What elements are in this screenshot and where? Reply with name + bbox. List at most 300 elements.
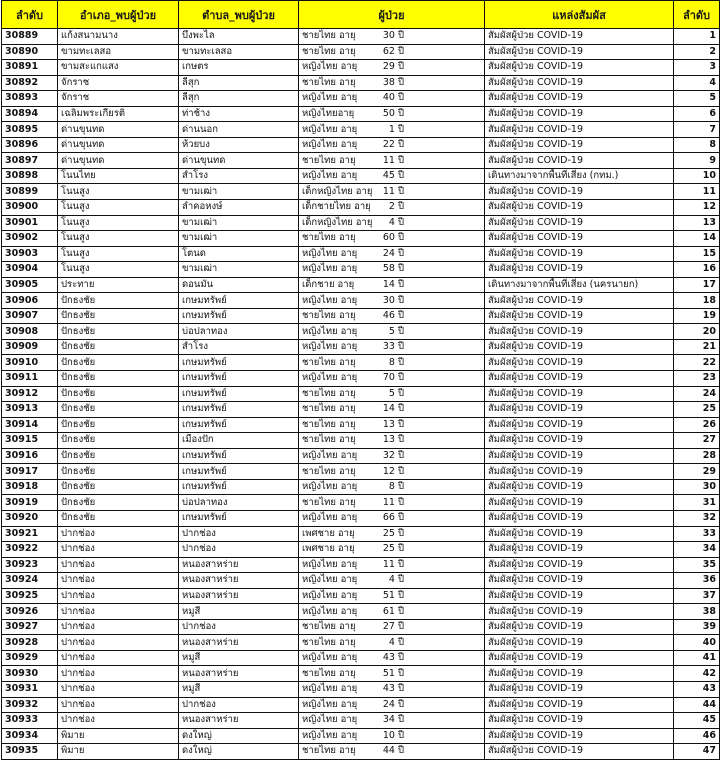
table-row <box>2 91 720 107</box>
patient-desc: หญิงไทย อายุ <box>302 714 358 726</box>
cell-district: ด่านขุนทด <box>58 153 179 169</box>
patient-desc: ชายไทย อายุ <box>302 310 356 322</box>
cell-source: สัมผัสผู้ป่วย COVID-19 <box>485 744 674 760</box>
cell-source: สัมผัสผู้ป่วย COVID-19 <box>485 495 674 511</box>
patient-desc: หญิงไทย อายุ <box>302 139 358 151</box>
cell-patient <box>299 713 485 729</box>
table-row <box>2 324 720 340</box>
patient-desc: ชายไทย อายุ <box>302 76 356 88</box>
cell-patient <box>299 75 485 91</box>
cell-seq: 29 <box>674 464 720 480</box>
cell-subdistrict: เกษมทรัพย์ <box>179 464 299 480</box>
patient-age: 44 ปี <box>382 745 404 757</box>
patient-desc: หญิงไทย อายุ <box>302 123 358 135</box>
cell-district: ปากช่อง <box>58 635 179 651</box>
patient-age: 29 ปี <box>382 61 404 73</box>
cell-source: สัมผัสผู้ป่วย COVID-19 <box>485 324 674 340</box>
cell-source: สัมผัสผู้ป่วย COVID-19 <box>485 246 674 262</box>
cell-seq: 31 <box>674 495 720 511</box>
patient-age: 11 ปี <box>382 496 404 508</box>
cell-id: 30918 <box>2 479 58 495</box>
cell-source: สัมผัสผู้ป่วย COVID-19 <box>485 308 674 324</box>
cell-id: 30894 <box>2 106 58 122</box>
cell-district: ด่านขุนทด <box>58 137 179 153</box>
cell-seq: 15 <box>674 246 720 262</box>
cell-source: สัมผัสผู้ป่วย COVID-19 <box>485 557 674 573</box>
patient-desc: เพศชาย อายุ <box>302 543 355 555</box>
cell-subdistrict: หนองสาหร่าย <box>179 713 299 729</box>
table-row <box>2 417 720 433</box>
cell-district: ปักธงชัย <box>58 448 179 464</box>
cell-seq: 32 <box>674 510 720 526</box>
cell-subdistrict: ดงใหญ่ <box>179 728 299 744</box>
cell-district: ประทาย <box>58 277 179 293</box>
cell-district: จักราช <box>58 75 179 91</box>
table-row <box>2 75 720 91</box>
cell-subdistrict: ด่านนอก <box>179 122 299 138</box>
cell-patient <box>299 262 485 278</box>
table-row <box>2 433 720 449</box>
patient-age: 38 ปี <box>382 76 404 88</box>
cell-source: สัมผัสผู้ป่วย COVID-19 <box>485 728 674 744</box>
cell-patient <box>299 557 485 573</box>
cell-id: 30917 <box>2 464 58 480</box>
cell-patient <box>299 728 485 744</box>
cell-patient <box>299 526 485 542</box>
cell-source: สัมผัสผู้ป่วย COVID-19 <box>485 713 674 729</box>
table-row <box>2 542 720 558</box>
cell-seq: 5 <box>674 91 720 107</box>
cell-seq: 44 <box>674 697 720 713</box>
table-row <box>2 713 720 729</box>
cell-patient <box>299 91 485 107</box>
cell-district: ปักธงชัย <box>58 308 179 324</box>
cell-subdistrict: เกษมทรัพย์ <box>179 402 299 418</box>
cell-subdistrict: สำโรง <box>179 339 299 355</box>
cell-patient <box>299 666 485 682</box>
table-row <box>2 588 720 604</box>
cell-patient <box>299 339 485 355</box>
cell-source: สัมผัสผู้ป่วย COVID-19 <box>485 137 674 153</box>
cell-subdistrict: หนองสาหร่าย <box>179 588 299 604</box>
patient-desc: เด็กหญิงไทย อายุ <box>302 185 373 197</box>
patient-desc: ชายไทย อายุ <box>302 387 356 399</box>
cell-subdistrict: หมูสี <box>179 604 299 620</box>
patient-age: 30 ปี <box>382 294 404 306</box>
cell-subdistrict: ขามทะเลสอ <box>179 44 299 60</box>
cell-patient <box>299 448 485 464</box>
cell-id: 30931 <box>2 681 58 697</box>
cell-seq: 47 <box>674 744 720 760</box>
cell-source: เดินทางมาจากพื้นที่เสี่ยง (นครนายก) <box>485 277 674 293</box>
cell-district: ปักธงชัย <box>58 386 179 402</box>
cell-id: 30914 <box>2 417 58 433</box>
table-row <box>2 728 720 744</box>
patient-desc: หญิงไทย อายุ <box>302 61 358 73</box>
cell-subdistrict: เกษมทรัพย์ <box>179 448 299 464</box>
table-row <box>2 604 720 620</box>
cell-source: สัมผัสผู้ป่วย COVID-19 <box>485 542 674 558</box>
cell-seq: 10 <box>674 168 720 184</box>
cell-subdistrict: ดงใหญ่ <box>179 744 299 760</box>
cell-source: สัมผัสผู้ป่วย COVID-19 <box>485 184 674 200</box>
cell-seq: 13 <box>674 215 720 231</box>
patient-desc: หญิงไทย อายุ <box>302 92 358 104</box>
cell-district: ปักธงชัย <box>58 495 179 511</box>
cell-seq: 23 <box>674 371 720 387</box>
cell-id: 30908 <box>2 324 58 340</box>
patient-age: 10 ปี <box>382 729 404 741</box>
cell-source: สัมผัสผู้ป่วย COVID-19 <box>485 510 674 526</box>
cell-district: เฉลิมพระเกียรติ <box>58 106 179 122</box>
patient-age: 13 ปี <box>382 418 404 430</box>
cell-id: 30930 <box>2 666 58 682</box>
patient-age: 14 ปี <box>382 279 404 291</box>
header-patient: ผู้ป่วย <box>299 1 485 29</box>
table-row <box>2 697 720 713</box>
cell-seq: 27 <box>674 433 720 449</box>
cell-id: 30895 <box>2 122 58 138</box>
cell-seq: 42 <box>674 666 720 682</box>
cell-seq: 7 <box>674 122 720 138</box>
cell-patient <box>299 697 485 713</box>
header-subdistrict: ตำบล_พบผู้ป่วย <box>179 1 299 29</box>
cell-id: 30902 <box>2 231 58 247</box>
patient-age: 22 ปี <box>382 139 404 151</box>
patient-age: 25 ปี <box>382 543 404 555</box>
cell-subdistrict: ลีสุก <box>179 75 299 91</box>
table-row <box>2 681 720 697</box>
patient-desc: หญิงไทย อายุ <box>302 574 358 586</box>
cell-id: 30924 <box>2 573 58 589</box>
patient-desc: ชายไทย อายุ <box>302 465 356 477</box>
table-row <box>2 293 720 309</box>
patient-desc: หญิงไทย อายุ <box>302 170 358 182</box>
patient-age: 2 ปี <box>388 201 404 213</box>
cell-seq: 30 <box>674 479 720 495</box>
patient-desc: ชายไทย อายุ <box>302 45 356 57</box>
patient-desc: หญิงไทย อายุ <box>302 247 358 259</box>
cell-seq: 4 <box>674 75 720 91</box>
cell-seq: 36 <box>674 573 720 589</box>
cell-source: สัมผัสผู้ป่วย COVID-19 <box>485 371 674 387</box>
patient-age: 62 ปี <box>382 45 404 57</box>
cell-patient <box>299 744 485 760</box>
cell-district: โนนสูง <box>58 200 179 216</box>
patient-desc: หญิงไทย อายุ <box>302 372 358 384</box>
cell-patient <box>299 464 485 480</box>
patient-desc: หญิงไทย อายุ <box>302 589 358 601</box>
cell-seq: 14 <box>674 231 720 247</box>
cell-district: ปากช่อง <box>58 573 179 589</box>
case-table <box>1 0 720 760</box>
cell-subdistrict: หมูสี <box>179 650 299 666</box>
table-row <box>2 215 720 231</box>
cell-source: สัมผัสผู้ป่วย COVID-19 <box>485 355 674 371</box>
table-row <box>2 557 720 573</box>
cell-seq: 2 <box>674 44 720 60</box>
table-row <box>2 619 720 635</box>
cell-subdistrict: ขามเฒ่า <box>179 262 299 278</box>
patient-age: 46 ปี <box>382 310 404 322</box>
cell-patient <box>299 324 485 340</box>
cell-subdistrict: เกษมทรัพย์ <box>179 386 299 402</box>
cell-subdistrict: โตนด <box>179 246 299 262</box>
patient-desc: หญิงไทย อายุ <box>302 481 358 493</box>
patient-age: 24 ปี <box>382 698 404 710</box>
cell-seq: 24 <box>674 386 720 402</box>
cell-patient <box>299 44 485 60</box>
table-row <box>2 635 720 651</box>
cell-source: สัมผัสผู้ป่วย COVID-19 <box>485 588 674 604</box>
cell-seq: 46 <box>674 728 720 744</box>
patient-age: 12 ปี <box>382 465 404 477</box>
cell-district: ปากช่อง <box>58 526 179 542</box>
patient-desc: ชายไทย อายุ <box>302 30 356 42</box>
cell-district: ปักธงชัย <box>58 402 179 418</box>
cell-patient <box>299 650 485 666</box>
cell-subdistrict: ลีสุก <box>179 91 299 107</box>
cell-seq: 25 <box>674 402 720 418</box>
table-row <box>2 479 720 495</box>
cell-id: 30904 <box>2 262 58 278</box>
cell-subdistrict: สำโรง <box>179 168 299 184</box>
cell-district: โนนสูง <box>58 184 179 200</box>
cell-patient <box>299 215 485 231</box>
cell-source: สัมผัสผู้ป่วย COVID-19 <box>485 215 674 231</box>
cell-seq: 22 <box>674 355 720 371</box>
cell-district: ด่านขุนทด <box>58 122 179 138</box>
cell-patient <box>299 355 485 371</box>
cell-patient <box>299 371 485 387</box>
cell-patient <box>299 29 485 45</box>
cell-seq: 16 <box>674 262 720 278</box>
cell-district: ปักธงชัย <box>58 339 179 355</box>
cell-source: สัมผัสผู้ป่วย COVID-19 <box>485 386 674 402</box>
patient-desc: ชายไทย อายุ <box>302 232 356 244</box>
table-row <box>2 184 720 200</box>
cell-subdistrict: ปากช่อง <box>179 697 299 713</box>
table-row <box>2 231 720 247</box>
patient-desc: ชายไทย อายุ <box>302 154 356 166</box>
cell-id: 30899 <box>2 184 58 200</box>
patient-age: 5 ปี <box>388 387 404 399</box>
table-row <box>2 464 720 480</box>
cell-district: ปักธงชัย <box>58 479 179 495</box>
patient-desc: ชายไทย อายุ <box>302 403 356 415</box>
patient-age: 1 ปี <box>388 123 404 135</box>
cell-district: โนนสูง <box>58 231 179 247</box>
cell-source: สัมผัสผู้ป่วย COVID-19 <box>485 60 674 76</box>
patient-age: 4 ปี <box>388 574 404 586</box>
cell-seq: 12 <box>674 200 720 216</box>
patient-desc: หญิงไทยอายุ <box>302 108 355 119</box>
table-row <box>2 371 720 387</box>
cell-patient <box>299 495 485 511</box>
cell-id: 30912 <box>2 386 58 402</box>
table-row <box>2 246 720 262</box>
cell-subdistrict: ปากช่อง <box>179 619 299 635</box>
cell-id: 30919 <box>2 495 58 511</box>
patient-desc: ชายไทย อายุ <box>302 636 356 648</box>
cell-subdistrict: ดอนมัน <box>179 277 299 293</box>
cell-district: ปากช่อง <box>58 619 179 635</box>
cell-source: สัมผัสผู้ป่วย COVID-19 <box>485 635 674 651</box>
cell-seq: 38 <box>674 604 720 620</box>
cell-district: ปากช่อง <box>58 666 179 682</box>
table-row <box>2 60 720 76</box>
cell-seq: 17 <box>674 277 720 293</box>
cell-subdistrict: เกษตร <box>179 60 299 76</box>
cell-subdistrict: ขามเฒ่า <box>179 184 299 200</box>
patient-desc: หญิงไทย อายุ <box>302 605 358 617</box>
cell-district: จักราช <box>58 91 179 107</box>
cell-source: สัมผัสผู้ป่วย COVID-19 <box>485 262 674 278</box>
cell-patient <box>299 277 485 293</box>
patient-desc: หญิงไทย อายุ <box>302 294 358 306</box>
patient-desc: เด็กหญิงไทย อายุ <box>302 216 373 228</box>
cell-id: 30935 <box>2 744 58 760</box>
cell-id: 30903 <box>2 246 58 262</box>
patient-desc: หญิงไทย อายุ <box>302 683 358 695</box>
cell-seq: 6 <box>674 106 720 122</box>
cell-subdistrict: เกษมทรัพย์ <box>179 308 299 324</box>
cell-subdistrict: ขามเฒ่า <box>179 215 299 231</box>
patient-desc: หญิงไทย อายุ <box>302 729 358 741</box>
cell-source: สัมผัสผู้ป่วย COVID-19 <box>485 200 674 216</box>
cell-source: สัมผัสผู้ป่วย COVID-19 <box>485 479 674 495</box>
cell-district: ปากช่อง <box>58 557 179 573</box>
cell-district: ปักธงชัย <box>58 355 179 371</box>
cell-patient <box>299 635 485 651</box>
cell-district: ขามสะแกแสง <box>58 60 179 76</box>
cell-id: 30926 <box>2 604 58 620</box>
cell-seq: 41 <box>674 650 720 666</box>
cell-seq: 26 <box>674 417 720 433</box>
table-row <box>2 339 720 355</box>
cell-seq: 34 <box>674 542 720 558</box>
header-source: แหล่งสัมผัส <box>485 1 674 29</box>
cell-district: ปากช่อง <box>58 542 179 558</box>
cell-source: สัมผัสผู้ป่วย COVID-19 <box>485 339 674 355</box>
patient-age: 4 ปี <box>388 636 404 648</box>
table-row <box>2 106 720 122</box>
cell-district: โนนสูง <box>58 215 179 231</box>
cell-source: สัมผัสผู้ป่วย COVID-19 <box>485 666 674 682</box>
cell-subdistrict: บ่อปลาทอง <box>179 324 299 340</box>
cell-id: 30892 <box>2 75 58 91</box>
cell-patient <box>299 681 485 697</box>
patient-age: 11 ปี <box>382 154 404 166</box>
cell-district: โนนสูง <box>58 262 179 278</box>
patient-desc: หญิงไทย อายุ <box>302 698 358 710</box>
cell-seq: 18 <box>674 293 720 309</box>
patient-age: 14 ปี <box>382 403 404 415</box>
cell-id: 30907 <box>2 308 58 324</box>
cell-seq: 8 <box>674 137 720 153</box>
cell-seq: 3 <box>674 60 720 76</box>
patient-age: 43 ปี <box>382 683 404 695</box>
cell-patient <box>299 293 485 309</box>
patient-age: 70 ปี <box>382 372 404 384</box>
patient-age: 45 ปี <box>382 170 404 182</box>
cell-seq: 19 <box>674 308 720 324</box>
cell-patient <box>299 402 485 418</box>
cell-source: สัมผัสผู้ป่วย COVID-19 <box>485 293 674 309</box>
cell-patient <box>299 246 485 262</box>
cell-patient <box>299 479 485 495</box>
cell-patient <box>299 542 485 558</box>
cell-subdistrict: หนองสาหร่าย <box>179 573 299 589</box>
table-row <box>2 262 720 278</box>
table-row <box>2 510 720 526</box>
cell-subdistrict: ปากช่อง <box>179 526 299 542</box>
cell-district: ปากช่อง <box>58 713 179 729</box>
cell-subdistrict: เกษมทรัพย์ <box>179 510 299 526</box>
cell-district: ขามทะเลสอ <box>58 44 179 60</box>
cell-source: สัมผัสผู้ป่วย COVID-19 <box>485 573 674 589</box>
patient-age: 8 ปี <box>388 356 404 368</box>
table-row <box>2 168 720 184</box>
cell-id: 30932 <box>2 697 58 713</box>
cell-seq: 39 <box>674 619 720 635</box>
cell-patient <box>299 417 485 433</box>
cell-district: ปักธงชัย <box>58 293 179 309</box>
cell-patient <box>299 588 485 604</box>
cell-subdistrict: หนองสาหร่าย <box>179 557 299 573</box>
cell-source: สัมผัสผู้ป่วย COVID-19 <box>485 697 674 713</box>
table-row <box>2 277 720 293</box>
patient-age: 43 ปี <box>382 652 404 664</box>
patient-desc: ชายไทย อายุ <box>302 418 356 430</box>
patient-desc: เด็กชาย อายุ <box>302 279 355 291</box>
patient-age: 11 ปี <box>382 558 404 570</box>
table-row <box>2 355 720 371</box>
cell-id: 30934 <box>2 728 58 744</box>
cell-source: สัมผัสผู้ป่วย COVID-19 <box>485 650 674 666</box>
cell-source: สัมผัสผู้ป่วย COVID-19 <box>485 526 674 542</box>
cell-id: 30897 <box>2 153 58 169</box>
cell-subdistrict: หนองสาหร่าย <box>179 666 299 682</box>
cell-subdistrict: เกษมทรัพย์ <box>179 293 299 309</box>
cell-source: สัมผัสผู้ป่วย COVID-19 <box>485 417 674 433</box>
cell-source: สัมผัสผู้ป่วย COVID-19 <box>485 122 674 138</box>
patient-age: 50 ปี <box>382 108 404 119</box>
cell-district: โนนไทย <box>58 168 179 184</box>
cell-id: 30922 <box>2 542 58 558</box>
cell-subdistrict: เกษมทรัพย์ <box>179 417 299 433</box>
patient-age: 66 ปี <box>382 512 404 524</box>
cell-source: สัมผัสผู้ป่วย COVID-19 <box>485 44 674 60</box>
patient-age: 27 ปี <box>382 621 404 633</box>
cell-district: โนนสูง <box>58 246 179 262</box>
cell-subdistrict: ปากช่อง <box>179 542 299 558</box>
table-row <box>2 526 720 542</box>
cell-id: 30927 <box>2 619 58 635</box>
cell-id: 30891 <box>2 60 58 76</box>
cell-subdistrict: หมูสี <box>179 681 299 697</box>
patient-age: 51 ปี <box>382 667 404 679</box>
cell-source: สัมผัสผู้ป่วย COVID-19 <box>485 91 674 107</box>
patient-desc: หญิงไทย อายุ <box>302 512 358 524</box>
cell-id: 30916 <box>2 448 58 464</box>
cell-id: 30909 <box>2 339 58 355</box>
cell-source: สัมผัสผู้ป่วย COVID-19 <box>485 619 674 635</box>
table-row <box>2 153 720 169</box>
table-row <box>2 650 720 666</box>
cell-subdistrict: บึงพะไล <box>179 29 299 45</box>
cell-patient <box>299 168 485 184</box>
